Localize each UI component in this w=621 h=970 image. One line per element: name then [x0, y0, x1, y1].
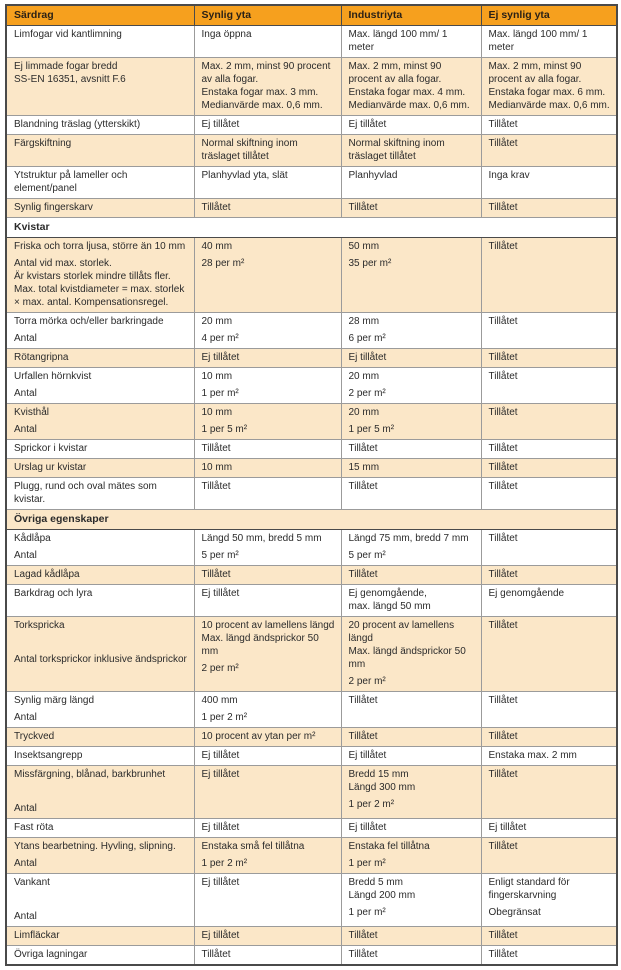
cell: Urslag ur kvistar	[6, 459, 194, 478]
cell: Tillåtet	[194, 478, 341, 510]
cell: Synlig märg längd Antal	[6, 692, 194, 728]
column-header-2: Synlig yta	[194, 5, 341, 26]
cell: Tillåtet	[341, 478, 481, 510]
cell: Missfärgning, blånad, barkbrunhet Antal	[6, 766, 194, 819]
table-row	[6, 238, 617, 313]
cell: Tillåtet	[481, 440, 617, 459]
cell: Tillåtet	[341, 199, 481, 218]
cell: Ej genomgående, max. längd 50 mm	[341, 585, 481, 617]
cell: Max. 2 mm, minst 90 procent av alla fogar. Enstaka fogar max. 3 mm. Medianvärde max. 0,6 mm.	[194, 58, 341, 116]
cell: Normal skiftning inom träslaget tillåtet	[341, 135, 481, 167]
cell: Tillåtet	[481, 313, 617, 349]
table-row	[6, 135, 617, 167]
cell: Bredd 5 mm Längd 200 mm 1 per m²	[341, 874, 481, 927]
cell: Längd 75 mm, bredd 7 mm 5 per m²	[341, 530, 481, 566]
cell: 20 mm 4 per m²	[194, 313, 341, 349]
table-row	[6, 404, 617, 440]
cell: Tillåtet	[341, 728, 481, 747]
cell: Torra mörka och/eller barkringade Antal	[6, 313, 194, 349]
table-row	[6, 566, 617, 585]
cell: Ej tillåtet	[341, 819, 481, 838]
cell: Urfallen hörnkvist Antal	[6, 368, 194, 404]
cell: Tillåtet	[341, 692, 481, 728]
cell: Insektsangrepp	[6, 747, 194, 766]
cell: 400 mm 1 per 2 m²	[194, 692, 341, 728]
table-row	[6, 313, 617, 349]
cell: Ej tillåtet	[194, 927, 341, 946]
cell: Kådlåpa Antal	[6, 530, 194, 566]
cell: Tillåtet	[194, 566, 341, 585]
table-row	[6, 440, 617, 459]
cell: Planhyvlad	[341, 167, 481, 199]
cell: Tillåtet	[481, 116, 617, 135]
cell: Ej tillåtet	[481, 819, 617, 838]
cell: Längd 50 mm, bredd 5 mm 5 per m²	[194, 530, 341, 566]
cell: Tillåtet	[481, 459, 617, 478]
cell: Tillåtet	[481, 766, 617, 819]
section-row	[6, 218, 617, 238]
cell: Vankant Antal	[6, 874, 194, 927]
cell: Bredd 15 mm Längd 300 mm 1 per 2 m²	[341, 766, 481, 819]
cell: Ej tillåtet	[194, 819, 341, 838]
cell: Sprickor i kvistar	[6, 440, 194, 459]
cell: Ej genomgående	[481, 585, 617, 617]
cell: Tillåtet	[481, 566, 617, 585]
cell: Tillåtet	[481, 478, 617, 510]
cell: Planhyvlad yta, slät	[194, 167, 341, 199]
table-row	[6, 116, 617, 135]
table-row	[6, 199, 617, 218]
table-row	[6, 585, 617, 617]
table-row	[6, 459, 617, 478]
cell: Max. 2 mm, minst 90 procent av alla fogar. Enstaka fogar max. 6 mm. Medianvärde max. 0,6 mm.	[481, 58, 617, 116]
table-row	[6, 838, 617, 874]
section-row	[6, 510, 617, 530]
cell: Blandning träslag (ytterskikt)	[6, 116, 194, 135]
cell: Torkspricka Antal torksprickor inklusive ändsprickor	[6, 617, 194, 692]
column-header-1: Särdrag	[6, 5, 194, 26]
cell: Lagad kådlåpa	[6, 566, 194, 585]
cell: 10 mm 1 per 5 m²	[194, 404, 341, 440]
cell: 15 mm	[341, 459, 481, 478]
table-row	[6, 927, 617, 946]
cell: Tillåtet	[481, 530, 617, 566]
table-body	[6, 26, 617, 966]
cell: Ej tillåtet	[341, 747, 481, 766]
cell: Ej tillåtet	[341, 349, 481, 368]
cell: Tillåtet	[481, 349, 617, 368]
table-row	[6, 58, 617, 116]
cell: Ej tillåtet	[194, 585, 341, 617]
cell: Ytans bearbetning. Hyvling, slipning. Antal	[6, 838, 194, 874]
cell: Kvisthål Antal	[6, 404, 194, 440]
cell: Tillåtet	[481, 199, 617, 218]
table-row	[6, 368, 617, 404]
table-row	[6, 26, 617, 58]
cell: Tillåtet	[341, 946, 481, 966]
cell: 20 procent av lamellens längd Max. längd ändsprickor 50 mm 2 per m²	[341, 617, 481, 692]
column-header-4: Ej synlig yta	[481, 5, 617, 26]
cell: Limfogar vid kantlimning	[6, 26, 194, 58]
column-header-3: Industriyta	[341, 5, 481, 26]
cell: Ej tillåtet	[194, 747, 341, 766]
cell: Ej tillåtet	[194, 116, 341, 135]
cell: Tillåtet	[481, 368, 617, 404]
cell: Inga krav	[481, 167, 617, 199]
cell: Max. 2 mm, minst 90 procent av alla fogar. Enstaka fogar max. 4 mm. Medianvärde max. 0,6 mm.	[341, 58, 481, 116]
table-row	[6, 874, 617, 927]
cell: 10 mm 1 per m²	[194, 368, 341, 404]
cell: Synlig fingerskarv	[6, 199, 194, 218]
cell: Tillåtet	[341, 927, 481, 946]
table-row	[6, 349, 617, 368]
cell: 20 mm 1 per 5 m²	[341, 404, 481, 440]
table-row	[6, 692, 617, 728]
cell: Inga öppna	[194, 26, 341, 58]
cell: 10 mm	[194, 459, 341, 478]
cell: Barkdrag och lyra	[6, 585, 194, 617]
cell: Tillåtet	[481, 404, 617, 440]
cell: Enligt standard för fingerskarvning Obegränsat	[481, 874, 617, 927]
cell: Färgskiftning	[6, 135, 194, 167]
cell: Rötangripna	[6, 349, 194, 368]
cell: 10 procent av ytan per m²	[194, 728, 341, 747]
table-row	[6, 766, 617, 819]
cell: Ytstruktur på lameller och element/panel	[6, 167, 194, 199]
cell: Tryckved	[6, 728, 194, 747]
cell: Tillåtet	[194, 946, 341, 966]
cell: Övriga lagningar	[6, 946, 194, 966]
cell: Tillåtet	[481, 617, 617, 692]
table-row	[6, 530, 617, 566]
cell: Enstaka små fel tillåtna 1 per 2 m²	[194, 838, 341, 874]
cell: Normal skiftning inom träslaget tillåtet	[194, 135, 341, 167]
cell: Enstaka fel tillåtna 1 per m²	[341, 838, 481, 874]
cell: 50 mm 35 per m²	[341, 238, 481, 313]
cell: Plugg, rund och oval mätes som kvistar.	[6, 478, 194, 510]
table-row	[6, 747, 617, 766]
cell: Tillåtet	[481, 728, 617, 747]
table-row	[6, 946, 617, 966]
section-label: Övriga egenskaper	[6, 510, 617, 530]
cell: 10 procent av lamellens längd Max. längd ändsprickor 50 mm 2 per m²	[194, 617, 341, 692]
cell: 40 mm 28 per m²	[194, 238, 341, 313]
cell: Fast röta	[6, 819, 194, 838]
table-row	[6, 617, 617, 692]
table-row	[6, 728, 617, 747]
cell: Tillåtet	[341, 440, 481, 459]
cell: Max. längd 100 mm/ 1 meter	[341, 26, 481, 58]
header-row	[6, 5, 617, 26]
cell: Ej tillåtet	[194, 874, 341, 927]
cell: Ej tillåtet	[341, 116, 481, 135]
cell: Ej tillåtet	[194, 349, 341, 368]
table-row	[6, 819, 617, 838]
cell: 28 mm 6 per m²	[341, 313, 481, 349]
cell: Max. längd 100 mm/ 1 meter	[481, 26, 617, 58]
cell: Ej limmade fogar bredd SS-EN 16351, avsnitt F.6	[6, 58, 194, 116]
cell: Friska och torra ljusa, större än 10 mm Antal vid max. storlek. Är kvistars storlek mindre tillåts fler. Max. total kvistdiameter = max. storlek × max. antal. Kompensationsregel.	[6, 238, 194, 313]
cell: Tillåtet	[481, 927, 617, 946]
cell: Tillåtet	[341, 566, 481, 585]
table-row	[6, 167, 617, 199]
cell: Tillåtet	[481, 946, 617, 966]
cell: Tillåtet	[481, 692, 617, 728]
cell: Tillåtet	[194, 440, 341, 459]
cell: Tillåtet	[194, 199, 341, 218]
cell: Tillåtet	[481, 238, 617, 313]
cell: Ej tillåtet	[194, 766, 341, 819]
table-row	[6, 478, 617, 510]
cell: Tillåtet	[481, 838, 617, 874]
cell: Enstaka max. 2 mm	[481, 747, 617, 766]
section-label: Kvistar	[6, 218, 617, 238]
cell: Tillåtet	[481, 135, 617, 167]
wood-grading-spec-table	[5, 4, 618, 966]
cell: 20 mm 2 per m²	[341, 368, 481, 404]
cell: Limfläckar	[6, 927, 194, 946]
